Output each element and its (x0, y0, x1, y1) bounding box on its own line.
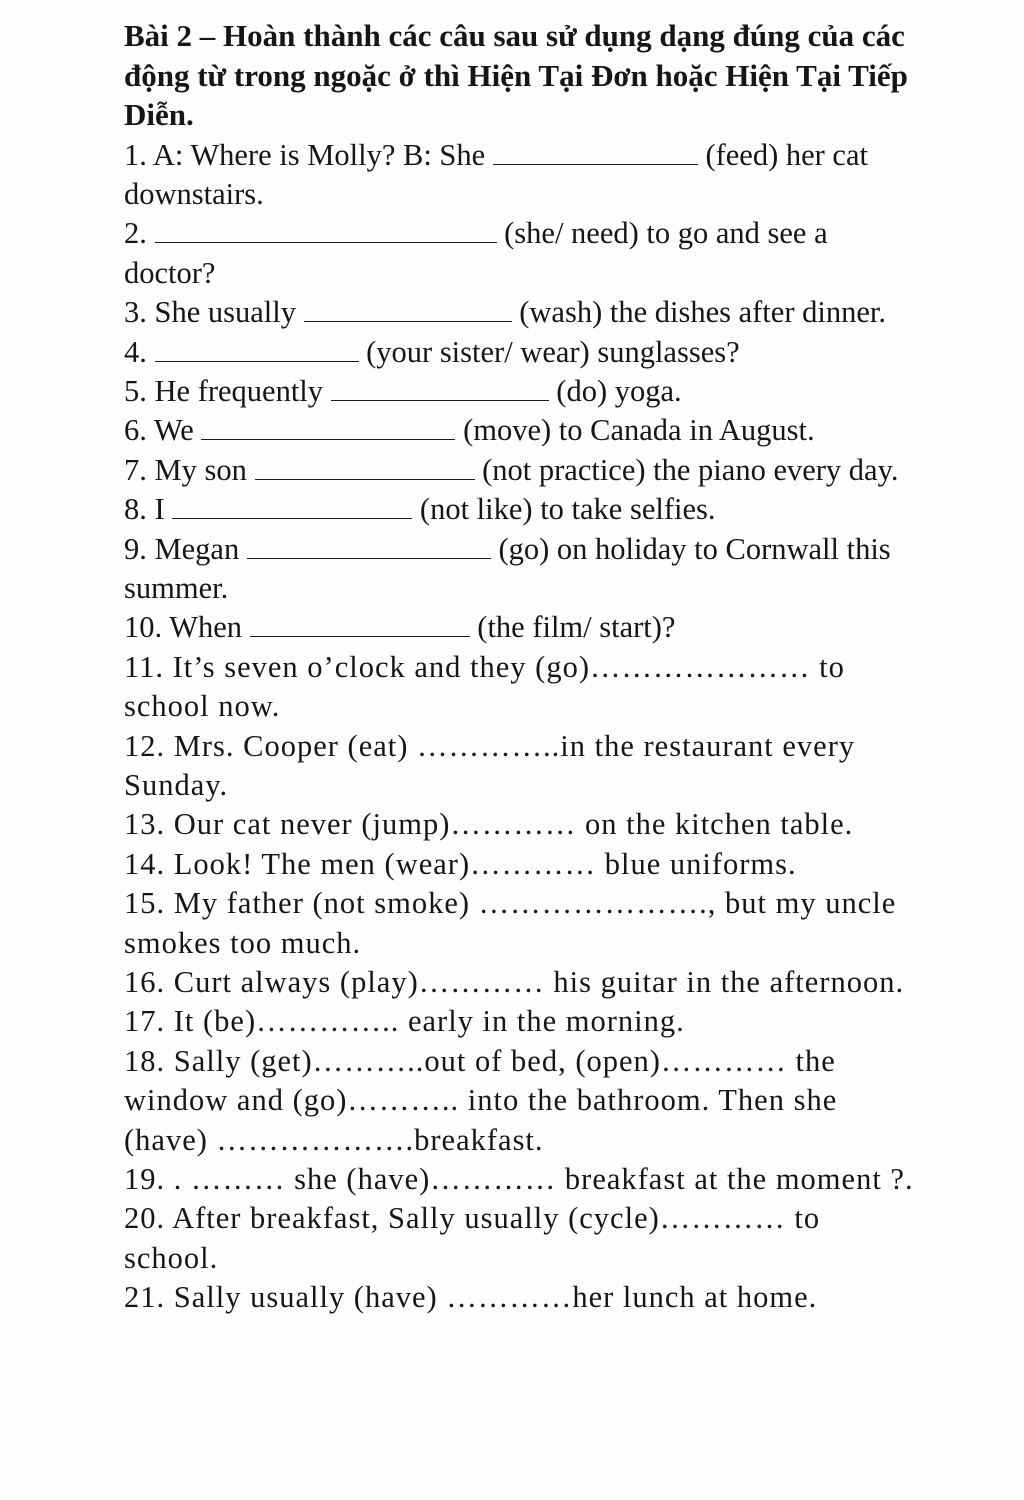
answer-blank-8[interactable] (172, 494, 412, 519)
question-21: 21. Sally usually (have) …………her lunch at home. (124, 1280, 818, 1315)
question-5 (124, 372, 914, 411)
question-6-end: (move) to Canada in August. (455, 413, 815, 448)
question-5-start: 5. He frequently (124, 373, 331, 408)
question-8-start: 8. I (124, 492, 173, 527)
answer-blank-2[interactable] (155, 218, 497, 243)
question-4 (124, 333, 914, 372)
question-15: 15. My father (not smoke) …………………., but my uncle smokes too much. (124, 886, 897, 960)
question-6 (124, 411, 914, 450)
question-4-end: (your sister/ wear) sunglasses? (358, 334, 740, 369)
answer-blank-7[interactable] (255, 455, 475, 480)
question-2-end: (she/ need) to go and see a doctor? (124, 216, 828, 290)
question-9-end: (go) on holiday to Cornwall this summer. (124, 531, 891, 605)
question-18: 18. Sally (get)………..out of bed, (open)………… the window and (go)……….. into the bathroom. Then she (have) ……………….breakfast. (124, 1043, 838, 1157)
question-1-start: 1. A: Where is Molly? B: She (124, 137, 493, 172)
question-5-end: (do) yoga. (548, 373, 682, 408)
question-7-end: (not practice) the piano every day. (474, 452, 899, 487)
answer-blank-4[interactable] (155, 337, 359, 362)
question-14: 14. Look! The men (wear)………… blue uniforms. (124, 846, 797, 881)
question-4-start: 4. (124, 334, 155, 369)
question-10-end: (the film/ start)? (469, 610, 676, 645)
question-3 (124, 293, 914, 332)
question-20: 20. After breakfast, Sally usually (cycle)………… to school. (124, 1201, 821, 1275)
question-3-end: (wash) the dishes after dinner. (511, 295, 886, 330)
question-2 (124, 214, 914, 293)
question-8-end: (not like) to take selfies. (412, 492, 716, 527)
answer-blank-3[interactable] (304, 297, 512, 322)
question-9-start: 9. Megan (124, 531, 247, 566)
question-6-start: 6. We (124, 413, 202, 448)
question-17: 17. It (be)………….. early in the morning. (124, 1004, 685, 1039)
answer-blank-6[interactable] (201, 415, 455, 440)
answer-blank-1[interactable] (493, 140, 698, 165)
question-12: 12. Mrs. Cooper (eat) …………..in the restaurant every Sunday. (124, 728, 856, 802)
question-13: 13. Our cat never (jump)………… on the kitchen table. (124, 807, 854, 842)
question-10-start: 10. When (124, 610, 250, 645)
question-3-start: 3. She usually (124, 295, 304, 330)
answer-blank-9[interactable] (247, 534, 491, 559)
question-10 (124, 608, 914, 647)
question-1 (124, 136, 914, 215)
exercise-content (124, 16, 914, 1318)
question-1-end: (feed) her cat downstairs. (124, 137, 868, 211)
question-7-start: 7. My son (124, 452, 255, 487)
exercise-title: Bài 2 – Hoàn thành các câu sau sử dụng dạng đúng của các động từ trong ngoặc ở thì Hiện Tại Đơn hoặc Hiện Tại Tiếp Diễn. (124, 18, 908, 132)
question-16: 16. Curt always (play)………… his guitar in the afternoon. (124, 965, 905, 1000)
question-19: 19. . ……… she (have)………… breakfast at the moment ?. (124, 1162, 914, 1197)
answer-blank-5[interactable] (331, 376, 549, 401)
question-8 (124, 490, 914, 529)
question-11: 11. It’s seven o’clock and they (go)………………… to school now. (124, 649, 845, 724)
answer-blank-10[interactable] (250, 612, 470, 637)
question-7 (124, 451, 914, 490)
question-9 (124, 530, 914, 609)
question-2-start: 2. (124, 216, 155, 251)
